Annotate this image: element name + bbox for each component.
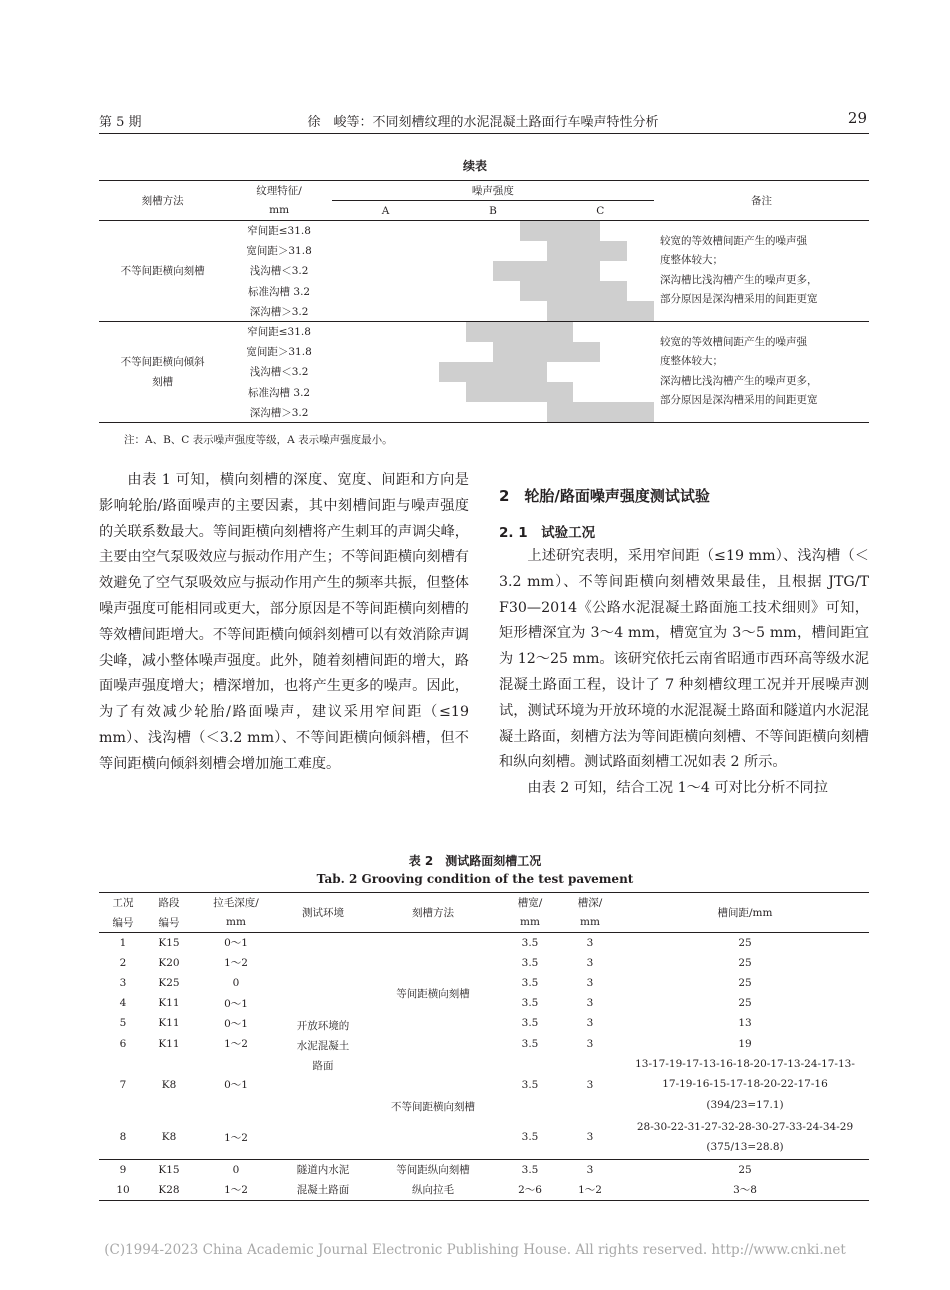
t2-case: 5	[119, 1017, 127, 1030]
t2-method-unequal: 不等间距横向刻槽	[391, 1100, 475, 1113]
t2-depth: 0	[191, 1160, 281, 1180]
t2-width: 3.5	[521, 1131, 539, 1144]
t2-spacing: 25	[738, 997, 752, 1010]
section-heading: 2 轮胎/路面噪声强度测试试验	[499, 487, 710, 505]
table-row	[99, 1160, 869, 1180]
t2-h-method: 刻槽方法	[365, 893, 501, 933]
t2-h-depth: 拉毛深度/	[191, 893, 281, 913]
t2-sec: K28	[147, 1180, 191, 1200]
table2	[99, 892, 869, 1201]
t1-header-a: A	[332, 201, 439, 221]
t2-case: 7	[119, 1078, 127, 1091]
t2-h-case2: 编号	[99, 913, 147, 933]
t1-row-label: 浅沟槽＜3.2	[249, 265, 309, 278]
t1-header-texture: 纹理特征/	[226, 181, 332, 201]
remark-line: 度整体较大；	[659, 355, 723, 368]
env-line: 路面	[312, 1060, 334, 1073]
t2-depth: 0～1	[224, 1079, 248, 1092]
noise-bar	[600, 281, 627, 301]
noise-bar	[573, 261, 600, 281]
t2-depth: 0～1	[224, 1017, 248, 1030]
remark-line: 度整体较大；	[659, 254, 723, 267]
t2-case: 9	[99, 1160, 147, 1180]
spacing-line: 13-17-19-17-13-16-18-20-17-13-24-17-13-	[635, 1057, 855, 1070]
t2-spacing: 3～8	[621, 1180, 869, 1200]
t2-gdepth: 3	[586, 956, 594, 969]
body-paragraph: 由表 1 可知，横向刻槽的深度、宽度、间距和方向是影响轮胎/路面噪声的主要因素，其中刻槽间距与噪声强度的关联系数最大。等间距横向刻槽将产生刺耳的声调尖峰，主要由空气泵吸效应与振动作用产生；不等间距横向刻槽有效避免了空气泵吸效应与振动作用产生的频率共振，但整体噪声强度可能相同或更大，部分原因是不等间距横向刻槽的等效槽间距增大。不等间距横向倾斜刻槽可以有效消除声调尖峰，减小整体噪声强度。此外，随着刻槽间距的增大，路面噪声强度增大；槽深增加，也将产生更多的噪声。因此，为了有效减少轮胎/路面噪声，建议采用窄间距（≤19 mm）、浅沟槽（＜3.2 mm）、不等间距横向倾斜槽，但不等间距横向倾斜刻槽会增加施工难度。	[99, 472, 469, 772]
t1-group1-method: 不等间距横向刻槽	[120, 265, 205, 278]
noise-bar	[466, 382, 493, 402]
noise-bar	[600, 241, 627, 261]
table-row	[99, 1180, 869, 1200]
noise-bar	[466, 321, 493, 341]
t2-gdepth: 3	[586, 1017, 594, 1030]
t2-sec: K15	[158, 936, 180, 949]
issue-number: 第 5 期	[99, 115, 142, 130]
t2-gdepth: 3	[586, 1078, 594, 1091]
t2-case: 8	[119, 1131, 127, 1144]
t1-header-remark: 备注	[654, 181, 869, 221]
t2-h-sec2: 编号	[147, 913, 191, 933]
env-line: 水泥混凝土	[296, 1040, 350, 1053]
t2-method-equal: 等间距横向刻槽	[396, 987, 470, 1000]
t2-width: 2～6	[501, 1180, 559, 1200]
t2-gdepth: 3	[586, 936, 594, 949]
remark-line: 部分原因是深沟槽采用的间距更宽	[659, 293, 818, 306]
t2-case: 4	[119, 997, 127, 1010]
spacing-line: (394/23=17.1)	[706, 1098, 784, 1111]
t1-header-noise: 噪声强度	[332, 181, 654, 201]
body-paragraph: 由表 2 可知，结合工况 1～4 可对比分析不同拉	[527, 780, 828, 797]
t1-row-label: 窄间距≤31.8	[247, 225, 311, 238]
t2-h-env: 测试环境	[281, 893, 365, 933]
t2-gdepth: 3	[586, 976, 594, 989]
running-title: 徐 峻等：不同刻槽纹理的水泥混凝土路面行车噪声特性分析	[307, 115, 659, 130]
noise-bar	[493, 261, 520, 281]
t1-header-method: 刻槽方法	[99, 181, 226, 221]
noise-bar	[547, 342, 574, 362]
t1-group2-method	[99, 321, 226, 422]
t2-spacing: 25	[738, 956, 752, 969]
noise-bar	[547, 241, 574, 261]
noise-bar	[493, 382, 520, 402]
spacing-line: 17-19-16-15-17-18-20-22-17-16	[662, 1078, 828, 1091]
remark-line: 较宽的等效槽间距产生的噪声强	[659, 335, 807, 348]
t2-width: 3.5	[521, 956, 539, 969]
noise-bar	[520, 382, 547, 402]
t1-row-label: 深沟槽＞3.2	[226, 402, 332, 422]
t2-env-tunnel: 混凝土路面	[281, 1180, 365, 1200]
noise-bar	[493, 362, 520, 382]
remark-line: 部分原因是深沟槽采用的间距更宽	[659, 394, 818, 407]
t1-group1-remark	[654, 221, 869, 322]
noise-bar	[547, 382, 574, 402]
noise-bar	[547, 301, 574, 321]
t2-spacing: 25	[738, 976, 752, 989]
t1-header-texture-unit: mm	[226, 201, 332, 221]
t2-width: 3.5	[521, 997, 539, 1010]
noise-bar	[520, 281, 547, 301]
t1-row-label: 宽间距＞31.8	[246, 346, 312, 359]
body-left-column	[99, 468, 469, 778]
t1-group2-method-line: 不等间距横向倾斜	[120, 355, 205, 368]
noise-bar	[520, 261, 547, 281]
t2-gdepth: 3	[586, 997, 594, 1010]
noise-bar	[627, 301, 654, 321]
t2-depth: 0～1	[224, 997, 248, 1010]
t2-width: 3.5	[521, 1017, 539, 1030]
t2-sec: K15	[147, 1160, 191, 1180]
running-head	[99, 109, 867, 131]
t2-h-sec: 路段	[147, 893, 191, 913]
noise-bar	[493, 321, 520, 341]
t1-row-label: 标准沟槽 3.2	[248, 386, 311, 399]
remark-line: 深沟槽比浅沟槽产生的噪声更多，	[659, 374, 818, 387]
subsection-heading: 2. 1 试验工况	[499, 525, 596, 541]
t2-h-spacing: 槽间距/mm	[621, 893, 869, 933]
noise-bar	[520, 342, 547, 362]
t1-row-label: 标准沟槽 3.2	[248, 285, 311, 298]
t1-header-c: C	[547, 201, 654, 221]
t2-h-case: 工况	[99, 893, 147, 913]
t2-width: 3.5	[501, 1160, 559, 1180]
page-number: 29	[847, 109, 867, 127]
t1-row-label: 窄间距≤31.8	[226, 321, 332, 341]
t1-header-b: B	[439, 201, 546, 221]
t2-h-depth2: mm	[191, 913, 281, 933]
table2-caption-cn: 表 2 测试路面刻槽工况	[408, 854, 542, 868]
t2-env-open	[281, 933, 365, 1160]
table2-caption-en: Tab. 2 Grooving condition of the test pavement	[316, 872, 634, 886]
spacing-line: (375/13=28.8)	[706, 1141, 784, 1154]
t2-sec: K25	[158, 976, 180, 989]
remark-line: 较宽的等效槽间距产生的噪声强	[659, 234, 807, 247]
spacing-line: 28-30-22-31-27-32-28-30-27-33-24-34-29	[636, 1120, 854, 1133]
table1-note: 注：A、B、C 表示噪声强度等级，A 表示噪声强度最小。	[124, 434, 393, 446]
table1	[99, 180, 869, 423]
noise-bar	[627, 402, 654, 422]
noise-bar	[547, 221, 574, 241]
noise-bar	[520, 221, 547, 241]
t2-spacing: 25	[621, 1160, 869, 1180]
noise-bar	[520, 362, 547, 382]
t2-h-gdepth2: mm	[559, 913, 621, 933]
t2-spacing-multi	[621, 1116, 869, 1160]
table-row	[99, 933, 869, 953]
t2-depth: 1～2	[224, 1038, 248, 1051]
t2-sec: K11	[158, 1037, 180, 1050]
t2-spacing-multi	[621, 1054, 869, 1116]
env-line: 开放环境的	[296, 1020, 350, 1033]
t2-sec: K8	[161, 1078, 177, 1091]
t2-case: 1	[119, 936, 127, 949]
t2-method-long: 等间距纵向刻槽	[365, 1160, 501, 1180]
t2-h-gdepth: 槽深/	[559, 893, 621, 913]
t2-case: 10	[99, 1180, 147, 1200]
t2-sec: K8	[161, 1131, 177, 1144]
t2-spacing: 19	[738, 1037, 752, 1050]
remark-line: 深沟槽比浅沟槽产生的噪声更多，	[659, 273, 818, 286]
noise-bar	[573, 301, 600, 321]
noise-bar	[573, 402, 600, 422]
t2-depth: 0～1	[224, 937, 248, 950]
t2-gdepth: 3	[586, 1131, 594, 1144]
t2-sec: K20	[158, 956, 180, 969]
t2-case: 3	[119, 976, 127, 989]
t2-spacing: 25	[738, 936, 752, 949]
header-rule	[99, 133, 869, 134]
noise-bar	[520, 321, 547, 341]
t2-gdepth: 1～2	[559, 1180, 621, 1200]
noise-bar	[439, 362, 466, 382]
t2-depth: 0	[232, 976, 240, 989]
noise-bar	[573, 281, 600, 301]
noise-bar	[600, 301, 627, 321]
t2-depth: 1～2	[224, 1131, 248, 1144]
noise-bar	[573, 241, 600, 261]
t2-width: 3.5	[521, 976, 539, 989]
t2-width: 3.5	[521, 1037, 539, 1050]
t2-width: 3.5	[521, 1078, 539, 1091]
t2-depth: 1～2	[191, 1180, 281, 1200]
t2-h-width: 槽宽/	[501, 893, 559, 913]
noise-bar	[547, 402, 574, 422]
t2-spacing: 13	[738, 1017, 752, 1030]
t1-group2-method-line: 刻槽	[152, 375, 174, 388]
t2-method-texture: 纵向拉毛	[365, 1180, 501, 1200]
table-row	[99, 1054, 869, 1116]
noise-bar	[547, 261, 574, 281]
t1-row-label: 深沟槽＞3.2	[249, 305, 309, 318]
t2-env-tunnel: 隧道内水泥	[281, 1160, 365, 1180]
t2-sec: K11	[158, 997, 180, 1010]
t2-case: 6	[119, 1037, 127, 1050]
t2-width: 3.5	[521, 936, 539, 949]
copyright-footer: (C)1994-2023 China Academic Journal Electronic Publishing House. All rights reserved. http://www.cnki.net	[104, 1242, 846, 1258]
t1-row-label: 浅沟槽＜3.2	[249, 366, 309, 379]
t2-gdepth: 3	[559, 1160, 621, 1180]
body-paragraph: 上述研究表明，采用窄间距（≤19 mm）、浅沟槽（＜3.2 mm）、不等间距横向刻槽效果最佳，且根据 JTG/T F30—2014《公路水泥混凝土路面施工技术细则》可知，矩形槽深宜为 3～4 mm，槽宽宜为 3～5 mm，槽间距宜为 12～25 mm。该研究依托云南省昭通市西环高等级水泥混凝土路面工程，设计了 7 种刻槽纹理工况并开展噪声测试，测试环境为开放环境的水泥混凝土路面和隧道内水泥混凝土路面，刻槽方法为等间距横向刻槽、不等间距横向刻槽和纵向刻槽。测试路面刻槽工况如表 2 所示。	[499, 548, 869, 771]
body-right-column	[499, 544, 869, 802]
t1-group2-remark	[654, 321, 869, 422]
noise-bar	[493, 342, 520, 362]
noise-bar	[573, 342, 600, 362]
t2-depth: 1～2	[224, 957, 248, 970]
table1-caption: 续表	[462, 159, 487, 173]
noise-bar	[547, 321, 574, 341]
t2-sec: K11	[158, 1017, 180, 1030]
t2-gdepth: 3	[586, 1037, 594, 1050]
t2-case: 2	[119, 956, 127, 969]
noise-bar	[466, 362, 493, 382]
t1-row-label: 宽间距＞31.8	[246, 245, 312, 258]
noise-bar	[600, 402, 627, 422]
noise-bar	[573, 221, 600, 241]
noise-bar	[547, 281, 574, 301]
t2-h-width2: mm	[501, 913, 559, 933]
